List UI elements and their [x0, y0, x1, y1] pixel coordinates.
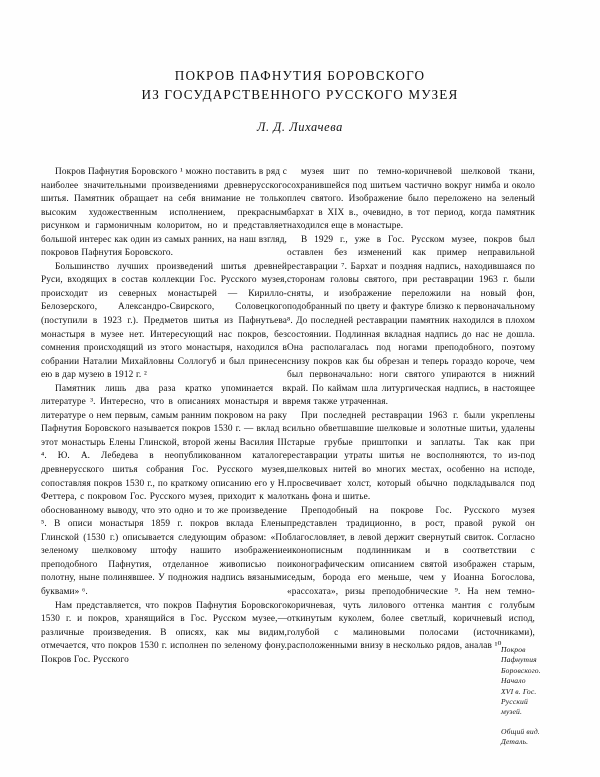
column-left: [41, 166, 287, 667]
figure-caption: [501, 645, 579, 748]
caption-line: Общий вид.: [501, 726, 540, 736]
caption-line: Боровского.: [501, 665, 541, 675]
paragraph: Памятник лишь два раза кратко упоминается в литературе ³. Интересно, что в описаниях монастыря и в литературе о нем первым, самым ранним покровом на раку Пафнутия Боровского называется покров 1530 г. — вклад в этот монастырь Елены Глинской, второй жены Василия III ⁴. Ю. А. Лебедева в неопубликованном каталоге древнерусского шитья собрания Гос. Русского музея, сопоставляя покров 1530 г., по краткому описанию его у Н. Феттера, с покровом Гос. Русского музея, приходит к мало обоснованному выводу, что это одно и то же произведение ⁵. В описи монастыря 1859 г. покров вклада Елены Глинской (1530 г.) описывается следующим образом: «По зеленому шелковому штофу нашито изображение преподобного Пафнутия, отделанное живописью по полотну, ныне полинявшее. У подножия надпись вязаными буквами» ⁶.: [41, 383, 287, 597]
paragraph: Покров Пафнутия Боровского ¹ можно поставить в ряд с наиболее значительными произведениями древнерусского шитья. Памятник обращает на себя внимание не только высоким художественным исполнением, прекрасным рисунком и гармоничным колоритом, но и представляет большой интерес как один из самых ранних, на наш взгляд, покровов Пафнутия Боровского.: [41, 167, 287, 259]
paragraph: Преподобный на покрове Гос. Русского музея представлен традиционно, в рост, правой рукой он благословляет, в левой держит свернутый свиток. Согласно иконописным подлинникам и в соответствии с иконографическим описанием святой изображен старым, седым, борода его меньше, чем у Иоанна Богослова, «рассохата», ризы преподобнические ⁹. На нем темно-коричневая, чуть лилового оттенка мантия с голубым откинутым куколем, более светлый, коричневый испод, голубой с малиновыми полосами (источниками), расположенными внизу в несколько рядов, аналав ¹⁰.: [287, 505, 535, 652]
paragraph: При последней реставрации 1963 г. были укреплены сильно обветшавшие шелковые и золотные шитьи, удалены старые грубые приштопки и заплаты. Так как при реставрации утраты шитья не восполняются, то из-под шелковых нитей во многих местах, особенно на исподе, просвечивает холст, который обычно подкладывался под ткань фона и шитье.: [287, 410, 535, 503]
paragraph: В 1929 г., уже в Гос. Русском музее, покров был оставлен без изменений как пример неправильной реставрации ⁷. Бархат и поздняя надпись, находившаяся по сторонам головы святого, при реставрации 1963 г. были сняты, и изображение переложили на новый фон, подобранный по цвету и фактуре близко к первоначальному ⁸. До последней реставрации памятник находился в плохом состоянии. Подлинная вкладная надпись до нас не дошла. Она располагалась под ногами преподобного, поэтому снизу покров как бы обрезан и теперь гораздо короче, чем был первоначально: ноги святого упираются в нижний край. По каймам шла литургическая надпись, в настоящее время также утраченная.: [287, 234, 535, 408]
title-line-1: ПОКРОВ ПАФНУТИЯ БОРОВСКОГО: [174, 68, 426, 83]
body-columns: [41, 166, 561, 756]
paragraph: Большинство лучших произведений шитья древней Руси, входящих в состав коллекции Гос. Русского музея, происходит из северных монастырей — Кирилло-Белозерского, Александро-Свирского, Соловецкого (поступили в 1923 г.). Предметов шитья из Пафнутьева монастыря в музее нет. Интересующий нас покров, без сомнения происходящий из этого монастыря, находился в собрании Наталии Михайловны Соллогуб и был принесен ею в дар музею в 1912 г. ²: [41, 261, 287, 381]
caption-line: Русский: [501, 697, 528, 707]
author-byline: Л. Д. Лихачева: [257, 120, 343, 134]
page-title: [0, 66, 600, 135]
caption-line: Начало: [501, 676, 526, 686]
paragraph: музея шит по темно-коричневой шелковой ткани, сохранившейся под шитьем частично вокруг нимба и около плеч святого. Изображение было переложено на зеленый бархат в XIX в., очевидно, в тот период, когда памятник находился еще в монастыре.: [287, 167, 535, 232]
caption-line: Деталь.: [501, 737, 529, 747]
caption-line: Покров: [501, 645, 526, 654]
caption-line: музей.: [501, 707, 523, 717]
column-right: [287, 166, 535, 654]
title-line-2: ИЗ ГОСУДАРСТВЕННОГО РУССКОГО МУЗЕЯ: [141, 87, 459, 102]
figure-caption-group-2: [501, 727, 579, 748]
figure-caption-group-1: [501, 645, 579, 718]
caption-line: Пафнутия: [501, 655, 537, 665]
paragraph: Нам представляется, что покров Пафнутия Боровского 1530 г. и покров, хранящийся в Гос. Русском музее,— различные произведения. В описях, как мы видим, отмечается, что покров 1530 г. исполнен по зеленому фону. Покров Гос. Русского: [41, 600, 287, 665]
caption-line: XVI в. Гос.: [501, 686, 537, 696]
